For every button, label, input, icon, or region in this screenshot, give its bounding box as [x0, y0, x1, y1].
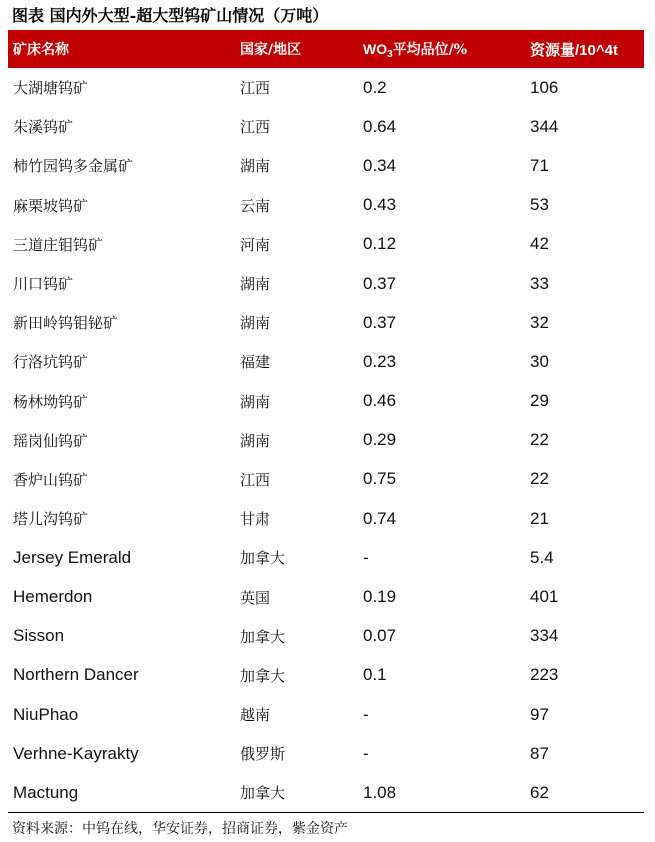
table-row	[8, 538, 644, 577]
reserve-cell: 71	[530, 155, 549, 175]
table-row	[8, 421, 644, 460]
table-row	[8, 186, 644, 225]
grade-cell: 0.43	[363, 195, 397, 215]
reserve-cell: 21	[530, 508, 549, 528]
grade-cell: -	[363, 704, 369, 724]
grade-cell: 0.34	[363, 155, 397, 175]
grade-cell: 0.2	[363, 77, 387, 97]
region-cell: 加拿大	[240, 784, 286, 803]
table-row	[8, 499, 644, 538]
header-grade	[363, 39, 530, 60]
grade-cell: 0.74	[363, 508, 397, 528]
mine-name-cell: 朱溪钨矿	[13, 118, 74, 137]
tungsten-mines-table	[8, 30, 644, 813]
mine-name-cell: 香炉山钨矿	[13, 470, 89, 489]
mine-name-cell: 行洛坑钨矿	[13, 353, 89, 372]
table-row	[8, 577, 644, 616]
header-reserve: 资源量/10^4t	[530, 41, 618, 59]
region-cell: 加拿大	[240, 666, 286, 685]
grade-cell: 0.75	[363, 469, 397, 489]
bottom-rule	[8, 812, 644, 813]
region-cell: 江西	[240, 470, 271, 489]
region-cell: 加拿大	[240, 627, 286, 646]
table-row	[8, 734, 644, 773]
reserve-cell: 401	[530, 587, 559, 607]
grade-cell: 0.37	[363, 273, 397, 293]
header-grade-sub: 3	[387, 48, 393, 60]
grade-cell: -	[363, 547, 369, 567]
mine-name-cell: 瑶岗仙钨矿	[13, 431, 89, 450]
region-cell: 江西	[240, 118, 271, 137]
grade-cell: 0.1	[363, 665, 387, 685]
mine-name-cell: NiuPhao	[13, 704, 79, 724]
grade-cell: 0.07	[363, 626, 397, 646]
region-cell: 湖南	[240, 314, 271, 333]
table-row	[8, 342, 644, 381]
region-cell: 江西	[240, 79, 271, 98]
mine-name-cell: Northern Dancer	[13, 665, 139, 685]
region-cell: 湖南	[240, 392, 271, 411]
mine-name-cell: Sisson	[13, 626, 65, 646]
reserve-cell: 22	[530, 430, 549, 450]
mine-name-cell: 柿竹园钨多金属矿	[13, 157, 134, 176]
grade-cell: 0.23	[363, 351, 397, 371]
mine-name-cell: Hemerdon	[13, 587, 93, 607]
reserve-cell: 22	[530, 469, 549, 489]
mine-name-cell: Mactung	[13, 782, 79, 802]
table-row	[8, 303, 644, 342]
grade-cell: 0.37	[363, 312, 397, 332]
grade-cell: 0.64	[363, 116, 397, 136]
reserve-cell: 53	[530, 195, 549, 215]
source-note: 资料来源：中钨在线，华安证券，招商证券，紫金资产	[12, 821, 348, 837]
reserve-cell: 32	[530, 312, 549, 332]
reserve-cell: 33	[530, 273, 549, 293]
page-title: 图表 国内外大型-超大型钨矿山情况（万吨）	[12, 6, 329, 25]
table-row	[8, 382, 644, 421]
region-cell: 甘肃	[240, 510, 271, 529]
grade-cell: 0.12	[363, 234, 397, 254]
header-grade-main: WO	[363, 40, 388, 57]
reserve-cell: 106	[530, 77, 559, 97]
reserve-cell: 62	[530, 782, 549, 802]
table-row	[8, 225, 644, 264]
reserve-cell: 334	[530, 626, 559, 646]
region-cell: 湖南	[240, 157, 271, 176]
table-body	[8, 68, 644, 813]
region-cell: 湖南	[240, 275, 271, 294]
grade-cell: 1.08	[363, 782, 397, 802]
mine-name-cell: Jersey Emerald	[13, 547, 132, 567]
header-region: 国家/地区	[240, 42, 302, 58]
reserve-cell: 344	[530, 116, 559, 136]
table-row	[8, 695, 644, 734]
reserve-cell: 87	[530, 743, 549, 763]
mine-name-cell: Verhne-Kayrakty	[13, 743, 139, 763]
mine-name-cell: 三道庄钼钨矿	[13, 235, 104, 254]
table-row	[8, 107, 644, 146]
table-row	[8, 773, 644, 812]
table-row	[8, 146, 644, 185]
region-cell: 福建	[240, 353, 271, 372]
region-cell: 加拿大	[240, 549, 286, 568]
region-cell: 越南	[240, 706, 271, 725]
reserve-cell: 42	[530, 234, 549, 254]
mine-name-cell: 麻栗坡钨矿	[13, 196, 89, 215]
header-grade-rest: 平均品位/%	[392, 41, 468, 58]
reserve-cell: 5.4	[530, 547, 554, 567]
reserve-cell: 97	[530, 704, 549, 724]
region-cell: 云南	[240, 196, 271, 215]
table-row	[8, 617, 644, 656]
mine-name-cell: 塔儿沟钨矿	[13, 510, 89, 529]
mine-name-cell: 大湖塘钨矿	[13, 79, 89, 98]
table-row	[8, 68, 644, 107]
mine-name-cell: 杨林坳钨矿	[13, 392, 89, 411]
mine-name-cell: 川口钨矿	[13, 275, 74, 294]
header-mine-name: 矿床名称	[13, 42, 69, 58]
grade-cell: 0.29	[363, 430, 397, 450]
mine-name-cell: 新田岭钨钼铋矿	[13, 314, 119, 333]
table-row	[8, 460, 644, 499]
reserve-cell: 29	[530, 391, 549, 411]
region-cell: 俄罗斯	[240, 745, 286, 764]
table-row	[8, 656, 644, 695]
grade-cell: 0.46	[363, 391, 397, 411]
region-cell: 湖南	[240, 431, 271, 450]
reserve-cell: 223	[530, 665, 559, 685]
table-header	[8, 30, 644, 68]
grade-cell: 0.19	[363, 587, 397, 607]
region-cell: 河南	[240, 235, 271, 254]
table-row	[8, 264, 644, 303]
region-cell: 英国	[240, 588, 271, 607]
grade-cell: -	[363, 743, 369, 763]
reserve-cell: 30	[530, 351, 549, 371]
